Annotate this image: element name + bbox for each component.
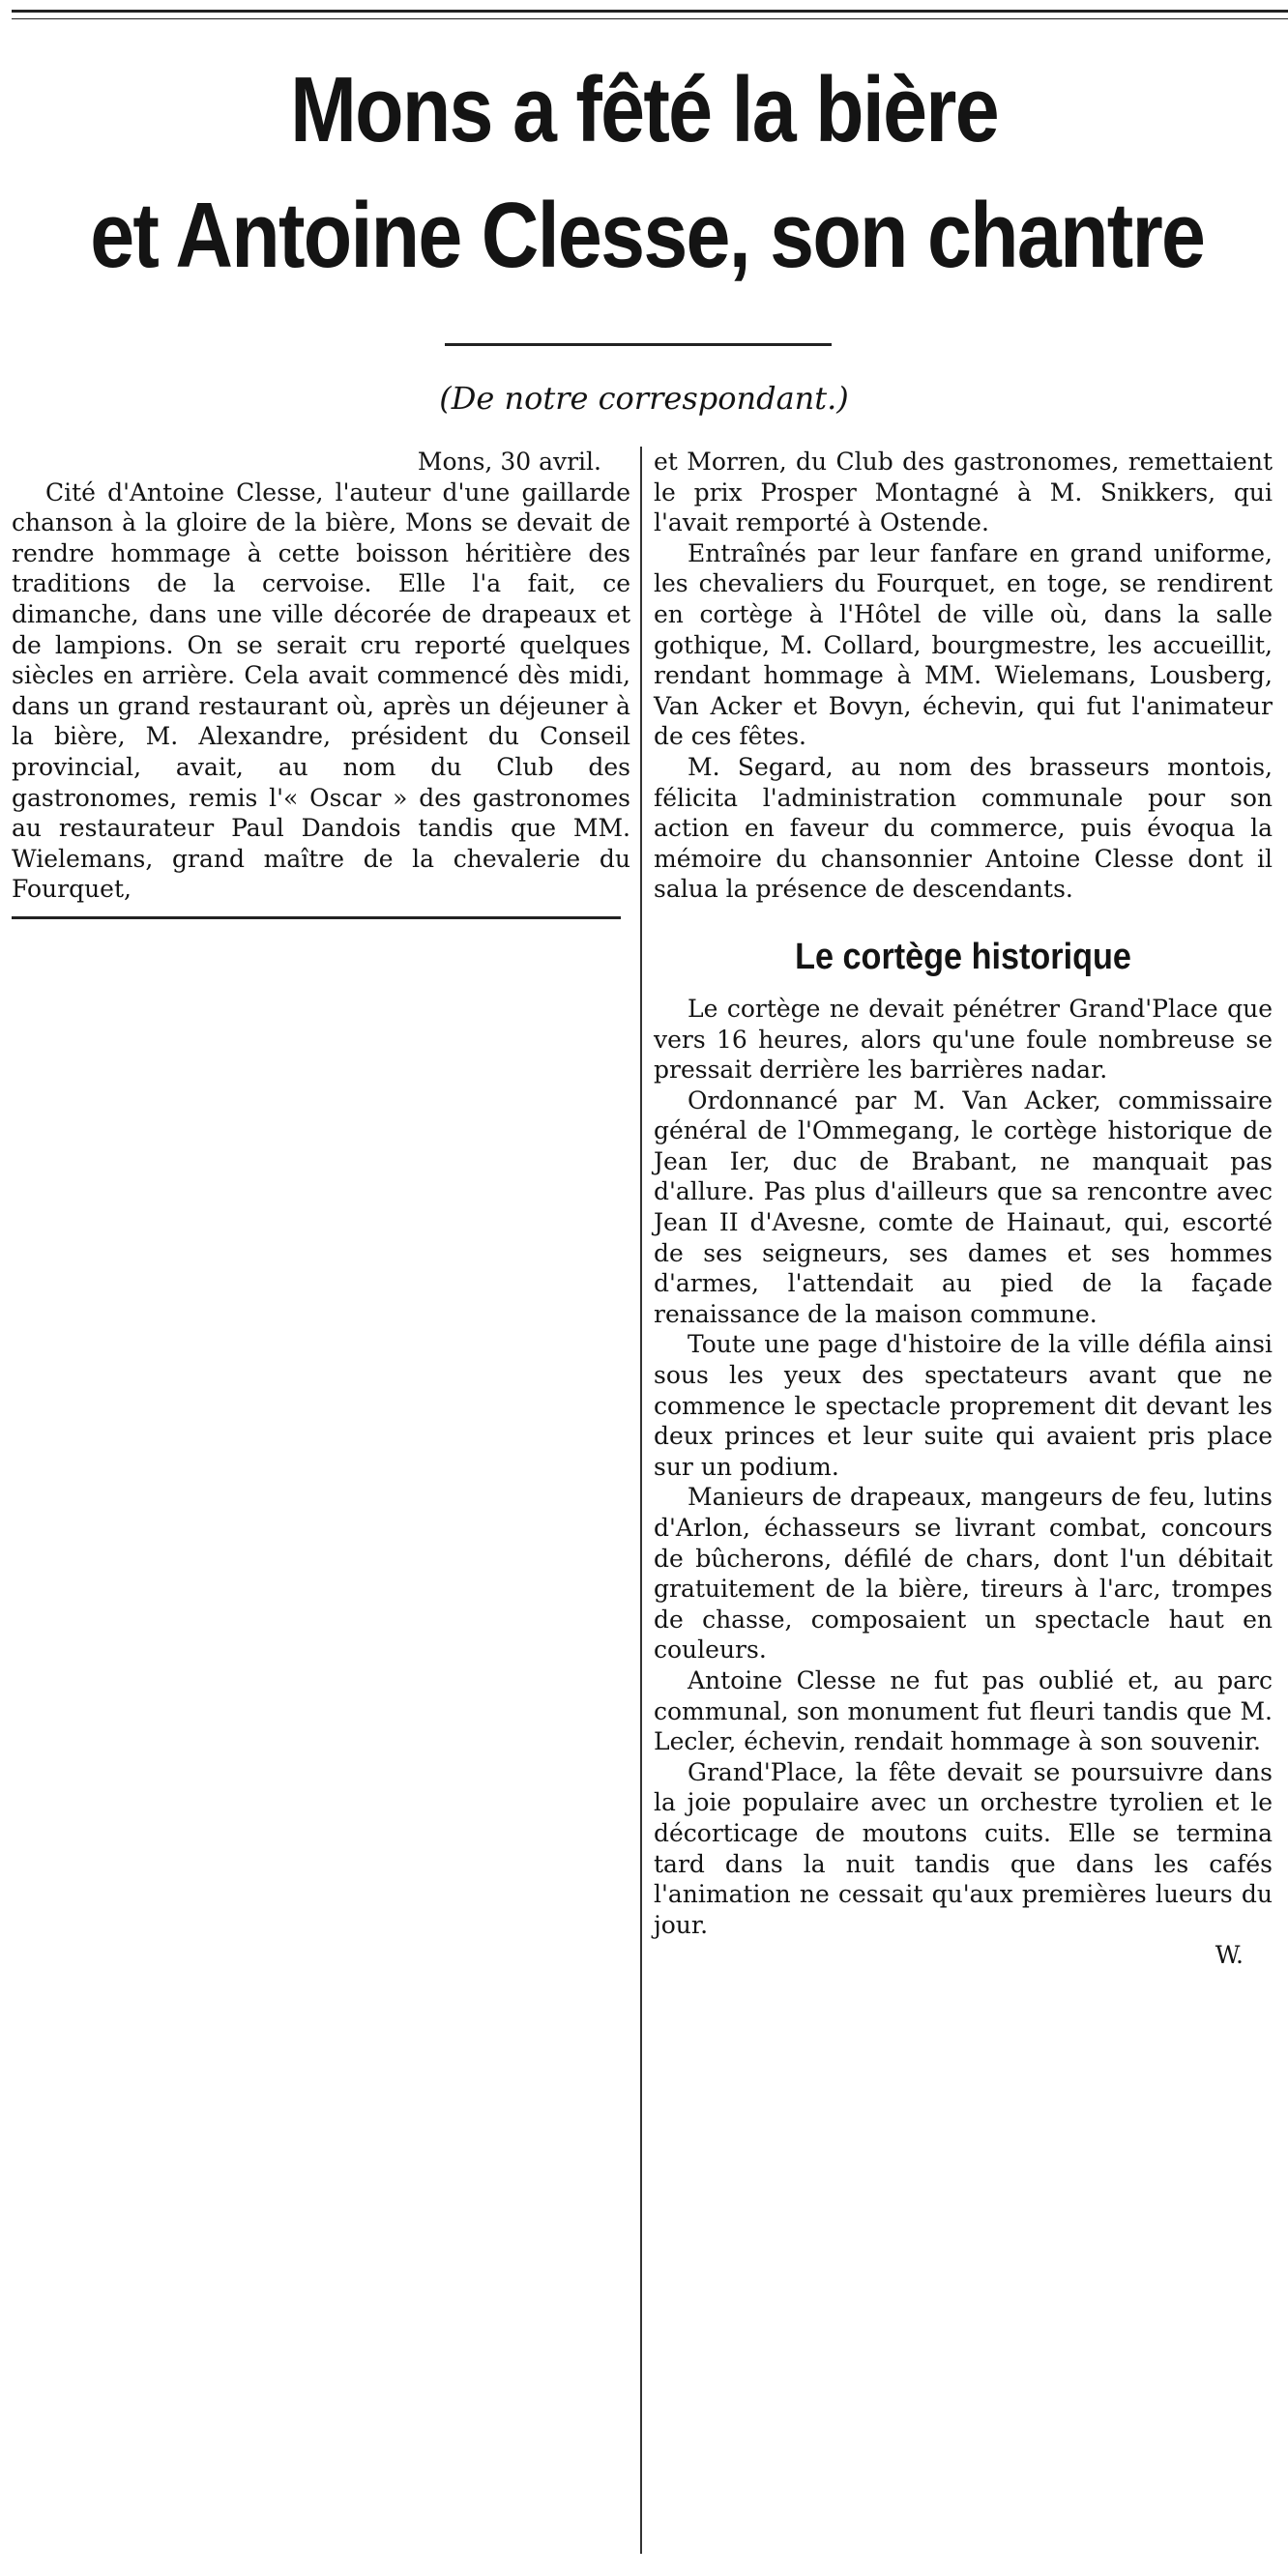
subheading: Le cortège historique xyxy=(795,936,1131,977)
headline-line-2: et Antoine Clesse, son chantre xyxy=(90,184,1205,287)
article-paragraph: Le cortège ne devait pénétrer Grand'Place que vers 16 heures, alors qu'une foule nombreuse se pressait derrière les barrières nadar. xyxy=(654,994,1273,1085)
headline-line-1: Mons a fêté la bière xyxy=(290,58,998,161)
column-divider xyxy=(640,447,642,2554)
article-paragraph: Antoine Clesse ne fut pas oublié et, au parc communal, son monument fut fleuri tandis que M. Lecler, échevin, rendait hommage à son souvenir. xyxy=(654,1665,1273,1756)
right-column xyxy=(654,447,1273,1971)
article-paragraph: Cité d'Antoine Clesse, l'auteur d'une gaillarde chanson à la gloire de la bière, Mons se devait de rendre hommage à cette boisson héritière des traditions de la cervoise. Elle l'a fait, ce dimanche, dans une ville décorée de drapeaux et de lampions. On se serait cru reporté quelques siècles en arrière. Cela avait commencé dès midi, dans un grand restaurant où, après un déjeuner à la bière, M. Alexandre, président du Conseil provincial, avait, au nom du Club des gastronomes, remis l'« Oscar » des gastronomes au restaurateur Paul Dandois tandis que MM. Wielemans, grand maître de la chevalerie du Fourquet, xyxy=(12,478,630,904)
top-rule xyxy=(12,10,1288,19)
article-paragraph: Entraînés par leur fanfare en grand uniforme, les chevaliers du Fourquet, en toge, se rendirent en cortège à l'Hôtel de ville où, dans la salle gothique, M. Collard, bourgmestre, les accueillit, rendant hommage à MM. Wielemans, Lousberg, Van Acker et Bovyn, échevin, qui fut l'animateur de ces fêtes. xyxy=(654,538,1273,751)
signature: W. xyxy=(1215,1941,1244,1970)
article-paragraph: M. Segard, au nom des brasseurs montois, félicita l'administration communale pour son action en faveur du commerce, puis évoqua la mémoire du chansonnier Antoine Clesse dont il salua la présence de descendants. xyxy=(654,752,1273,904)
left-column-end-rule xyxy=(12,916,621,919)
byline: (De notre correspondant.) xyxy=(439,380,849,417)
article-paragraph: et Morren, du Club des gastronomes, remettaient le prix Prosper Montagné à M. Snikkers, qui l'avait remporté à Ostende. xyxy=(654,448,1273,537)
article-paragraph: Manieurs de drapeaux, mangeurs de feu, lutins d'Arlon, échasseurs se livrant combat, concours de bûcherons, défilé de chars, dont l'un débitait gratuitement de la bière, tireurs à l'arc, trompes de chasse, composaient un spectacle haut en couleurs. xyxy=(654,1483,1273,1664)
headline-divider xyxy=(445,343,832,346)
left-column xyxy=(12,447,630,919)
article-paragraph: Ordonnancé par M. Van Acker, commissaire général de l'Ommegang, le cortège historique de Jean Ier, duc de Brabant, ne manquait pas d'allure. Pas plus d'ailleurs que sa rencontre avec Jean II d'Avesne, comte de Hainaut, qui, escorté de ses seigneurs, ses dames et ses hommes d'armes, l'attendait au pied de la façade renaissance de la maison commune. xyxy=(654,1085,1273,1328)
dateline: Mons, 30 avril. xyxy=(417,448,601,476)
article-paragraph: Toute une page d'histoire de la ville défila ainsi sous les yeux des spectateurs avant que ne commence le spectacle proprement dit devant les deux princes et leur suite qui avaient pris place sur un podium. xyxy=(654,1330,1273,1481)
article-paragraph: Grand'Place, la fête devait se poursuivre dans la joie populaire avec un orchestre tyrolien et le décorticage de moutons cuits. Elle se termina tard dans la nuit tandis que dans les cafés l'animation ne cessait qu'aux premières lueurs du jour. xyxy=(654,1757,1273,1939)
